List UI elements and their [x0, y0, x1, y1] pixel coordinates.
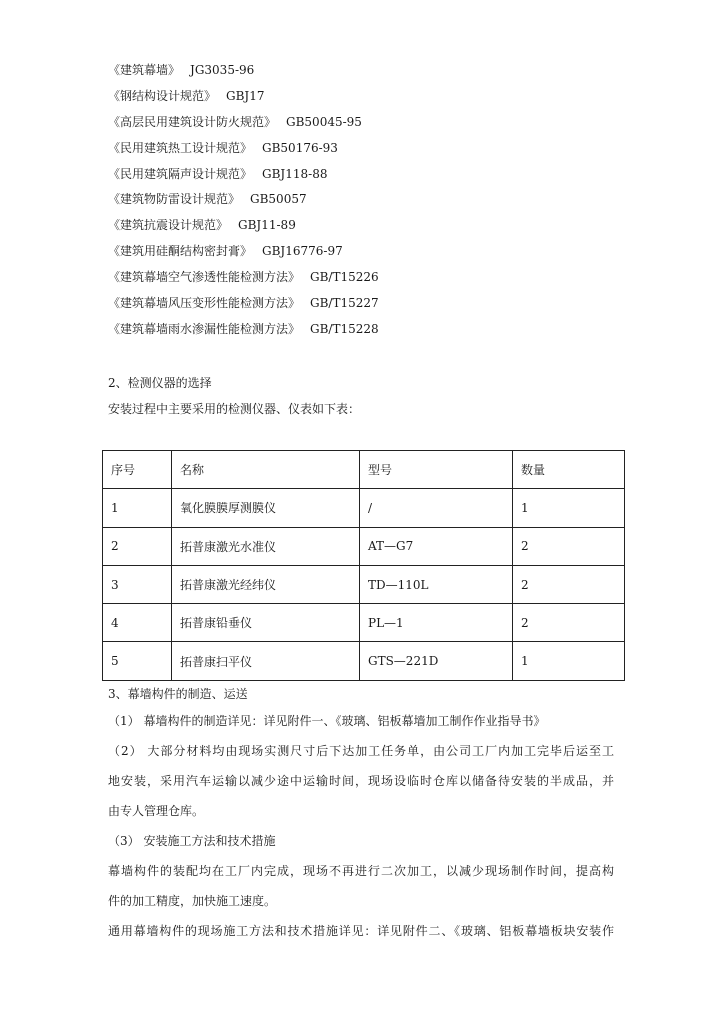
table-row	[103, 642, 625, 680]
table-cell: 2	[513, 565, 625, 603]
standard-name: 《建筑幕墙空气渗透性能检测方法》	[108, 270, 301, 285]
standard-item	[108, 189, 379, 215]
table-cell: 2	[103, 527, 172, 565]
standard-name: 《民用建筑隔声设计规范》	[108, 166, 253, 181]
section2-heading: 2、检测仪器的选择	[108, 376, 212, 390]
table-header-row	[103, 451, 625, 489]
standard-code: JG3035-96	[190, 63, 255, 77]
table-cell: 拓普康激光经纬仪	[172, 565, 360, 603]
item2-line: 由专人管理仓库。	[108, 804, 205, 818]
standard-code: GB50045-95	[286, 114, 362, 129]
table-cell: 3	[103, 565, 172, 603]
paragraph-line: 件的加工精度，加快施工速度。	[108, 894, 277, 908]
instrument-table	[102, 450, 625, 681]
item2-line: （2） 大部分材料均由现场实测尺寸后下达加工任务单，由公司工厂内加工完毕后运至工	[108, 744, 614, 758]
standard-code: GBJ11-89	[238, 218, 296, 233]
table-row	[103, 604, 625, 642]
standard-name: 《建筑幕墙》	[108, 63, 181, 77]
standard-code: GB50176-93	[262, 140, 338, 155]
table-cell: AT—G7	[360, 527, 513, 565]
standard-code: GB/T15226	[310, 270, 379, 285]
table-cell: 1	[103, 489, 172, 527]
header-cell: 名称	[172, 451, 360, 489]
table-cell: 氧化膜膜厚测膜仪	[172, 489, 360, 527]
standard-name: 《建筑物防雷设计规范》	[108, 192, 241, 207]
standard-code: GB/T15228	[310, 321, 379, 336]
standard-code: GB/T15227	[310, 296, 379, 311]
header-cell: 数量	[513, 451, 625, 489]
standard-name: 《钢结构设计规范》	[108, 88, 217, 103]
header-cell: 序号	[103, 451, 172, 489]
standard-item	[108, 293, 379, 319]
standard-name: 《民用建筑热工设计规范》	[108, 140, 253, 155]
standard-item	[108, 215, 379, 241]
table-cell: PL—1	[360, 604, 513, 642]
standard-code: GBJ16776-97	[262, 244, 343, 259]
table-cell: TD—110L	[360, 565, 513, 603]
table-cell: 拓普康铅垂仪	[172, 604, 360, 642]
table-cell: 5	[103, 642, 172, 680]
item2-line: 地安装，采用汽车运输以减少途中运输时间，现场设临时仓库以储备待安装的半成品，并	[108, 774, 614, 788]
table-row	[103, 489, 625, 527]
standard-name: 《高层民用建筑设计防火规范》	[108, 114, 277, 129]
paragraph-line: 幕墙构件的装配均在工厂内完成，现场不再进行二次加工，以减少现场制作时间，提高构	[108, 864, 614, 878]
standard-code: GBJ118-88	[262, 166, 328, 181]
standard-name: 《建筑用硅酮结构密封膏》	[108, 244, 253, 259]
standard-item	[108, 138, 379, 164]
table-cell: 拓普康扫平仪	[172, 642, 360, 680]
standard-name: 《建筑幕墙风压变形性能检测方法》	[108, 296, 301, 311]
standard-item	[108, 241, 379, 267]
standard-item	[108, 60, 379, 86]
standard-code: GBJ17	[226, 88, 265, 103]
table-row	[103, 565, 625, 603]
table-cell: 1	[513, 489, 625, 527]
table-cell: GTS—221D	[360, 642, 513, 680]
paragraph-line: 通用幕墙构件的现场施工方法和技术措施详见：详见附件二、《玻璃、铝板幕墙板块安装作	[108, 924, 614, 938]
table-row	[103, 527, 625, 565]
standard-item	[108, 86, 379, 112]
header-cell: 型号	[360, 451, 513, 489]
section2-intro: 安装过程中主要采用的检测仪器、仪表如下表：	[108, 402, 361, 416]
standard-item	[108, 112, 379, 138]
table-cell: 1	[513, 642, 625, 680]
section3-body	[108, 706, 614, 946]
section3-heading: 3、幕墙构件的制造、运送	[108, 687, 248, 701]
standard-item	[108, 267, 379, 293]
standard-name: 《建筑幕墙雨水渗漏性能检测方法》	[108, 321, 301, 336]
item3-text: （3） 安装施工方法和技术措施	[108, 834, 276, 848]
table-cell: 拓普康激光水准仪	[172, 527, 360, 565]
table-cell: 4	[103, 604, 172, 642]
standard-name: 《建筑抗震设计规范》	[108, 218, 229, 233]
item1-text: （1） 幕墙构件的制造详见：详见附件一、《玻璃、铝板幕墙加工制作作业指导书》	[108, 714, 546, 728]
standard-item	[108, 319, 379, 345]
standard-code: GB50057	[250, 192, 307, 207]
standards-list	[108, 60, 379, 345]
table-cell: 2	[513, 604, 625, 642]
table-cell: 2	[513, 527, 625, 565]
table-cell: /	[360, 489, 513, 527]
standard-item	[108, 164, 379, 190]
